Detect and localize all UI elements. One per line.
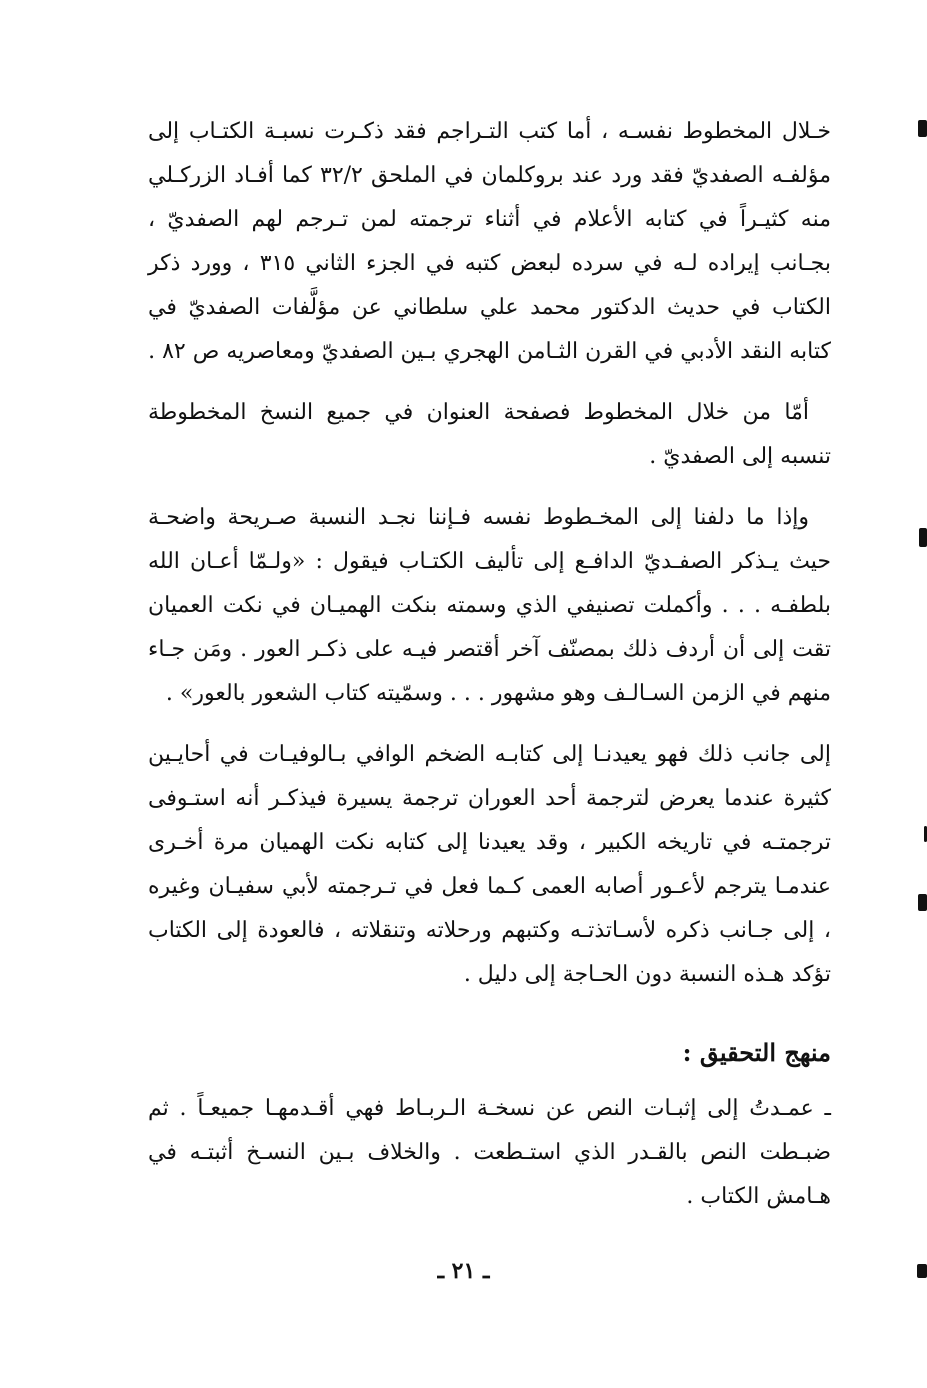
section-heading: منهج التحقيق :	[682, 1038, 831, 1067]
page-body	[148, 110, 831, 1236]
paragraph-method: ـ عمـدتُ إلى إثبـات النص عن نسخـة الـربـاط فهي أقـدمهـا جميعـاً . ثم ضبـطت النص بالقـدر الذي استـطعت . والخلاف بـين النسـخ أثبتـه في هـامش الكتاب .	[148, 1096, 831, 1209]
paragraph-manuscript-evidence: وإذا ما دلفنا إلى المخـطوط نفسه فـإننا نجـد النسبة صـريحة واضحـة حيث يـذكر الصفـديّ الدافـع إلى تأليف الكتـاب فيقول : «ولـمّا أعـان الله بلطفـه . . . وأكملت تصنيفي الذي وسمته بنكت الهميـان في نكت العميان تقت إلى أن أردف ذلك بمصنّف آخر أقتصر فيـه على ذكـر العور . ومَن جـاء منهم في الزمن السـالـف وهو مشهور . . . وسمّيته كتاب الشعور بالعور» .	[148, 505, 831, 706]
page-number: ـ ٢١ ـ	[437, 1258, 490, 1284]
scan-edge-mark	[919, 528, 927, 547]
paragraph-sources: خـلال المخطوط نفسـه ، أما كتب التـراجم فقد ذكـرت نسبـة الكتـاب إلى مؤلفـه الصفديّ فقد ورد عند بروكلمان في الملحق ٣٢/٢ كما أفـاد الزركـلي منه كثيـراً في كتابه الأعلام في أثناء ترجمته لمن تـرجم لهم الصفديّ ، بجـانب إيراده لـه في سرده لبعض كتبه في الجزء الثاني ٣١٥ ، وورد ذكر الكتاب في حديث الدكتور محمد علي سلطاني عن مؤلَّفات الصفديّ في كتابه النقد الأدبي في القرن الثـامن الهجري بـين الصفديّ ومعاصريه ص ٨٢ .	[148, 119, 831, 364]
scan-edge-mark	[918, 894, 927, 911]
scan-edge-mark	[918, 120, 927, 137]
paragraph-title-page: أمّا من خلال المخطوط فصفحة العنوان في جميع النسخ المخطوطة تنسبه إلى الصفديّ .	[148, 400, 831, 469]
paragraph-wafi-reference: إلى جانب ذلك فهو يعيدنـا إلى كتابـه الضخم الوافي بـالوفيـات في أحايـين كثيرة عندما يعرض لترجمة أحد العوران ترجمة يسيرة فيذكـر أنه استـوفى ترجمتـه في تاريخه الكبير ، وقد يعيدنا إلى كتابه نكت الهميان مرة أخـرى عندمـا يترجم لأعـور أصابه العمى كـما فعل في تـرجمته لأبي سفيـان وغيره ، إلى جـانب ذكره لأسـاتذتـه وكتبهم ورحلاته وتنقلاته ، فالعودة إلى الكتاب تؤكد هـذه النسبة دون الحـاجة إلى دليل .	[148, 742, 831, 987]
